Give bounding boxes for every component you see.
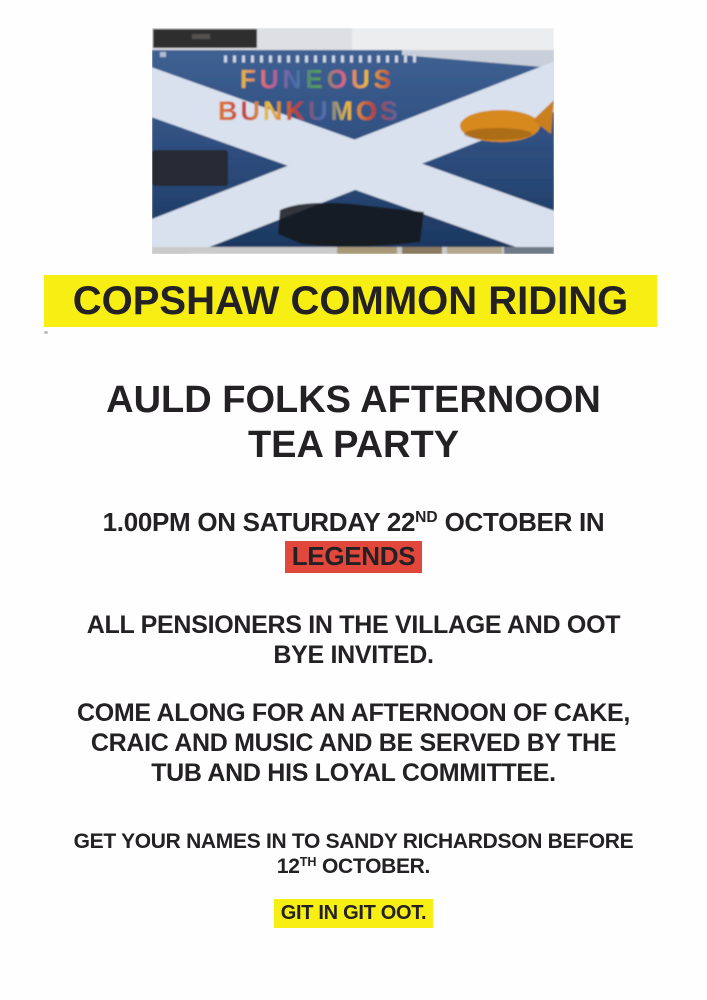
ordinal-th: TH	[299, 855, 317, 870]
come-along-line1: COME ALONG FOR AN AFTERNOON OF CAKE,	[76, 699, 631, 727]
ordinal-nd: ND	[415, 509, 438, 527]
footer-slogan-highlight: GIT IN GIT OOT.	[274, 899, 434, 928]
deadline-day: 12	[276, 855, 300, 878]
event-title-line2: TEA PARTY	[247, 424, 460, 466]
deadline-suffix: OCTOBER.	[316, 855, 431, 878]
title-band	[44, 275, 657, 327]
footer-row	[0, 899, 707, 928]
datetime-prefix: 1.00PM ON SATURDAY 22	[102, 507, 416, 537]
pensioners-line2: BYE INVITED.	[273, 641, 434, 669]
event-title-line1: AULD FOLKS AFTERNOON	[106, 379, 601, 421]
names-line1: GET YOUR NAMES IN TO SANDY RICHARDSON BEFORE	[73, 830, 634, 853]
datetime-suffix: OCTOBER IN	[437, 507, 605, 537]
pensioners-line1: ALL PENSIONERS IN THE VILLAGE AND OOT	[86, 611, 621, 639]
magnet-letters-row2: BUNKUMOS	[218, 96, 401, 126]
white-speck	[160, 52, 166, 57]
event-title	[0, 378, 707, 468]
pensioners-paragraph	[0, 610, 707, 670]
come-along-paragraph	[0, 698, 707, 788]
dark-object-left	[152, 150, 228, 186]
photo-bottom-strip	[152, 247, 554, 254]
dark-object-detail	[192, 34, 210, 39]
saltire-flag-photo	[152, 28, 554, 254]
come-along-line3: TUB AND HIS LOYAL COMMITTEE.	[151, 759, 556, 787]
names-paragraph	[0, 829, 707, 882]
magnet-letters-row1: FUNEOUS	[240, 64, 396, 94]
venue-row	[0, 541, 707, 573]
venue-highlight: LEGENDS	[285, 541, 423, 573]
sky-band	[352, 28, 554, 50]
flyer-title: COPSHAW COMMON RIDING	[72, 279, 629, 323]
event-datetime	[0, 507, 707, 542]
scan-speck	[44, 331, 48, 334]
saltire-flag-graphic	[152, 28, 554, 254]
names-line2	[0, 854, 707, 882]
come-along-line2: CRAIC AND MUSIC AND BE SERVED BY THE	[90, 729, 617, 757]
